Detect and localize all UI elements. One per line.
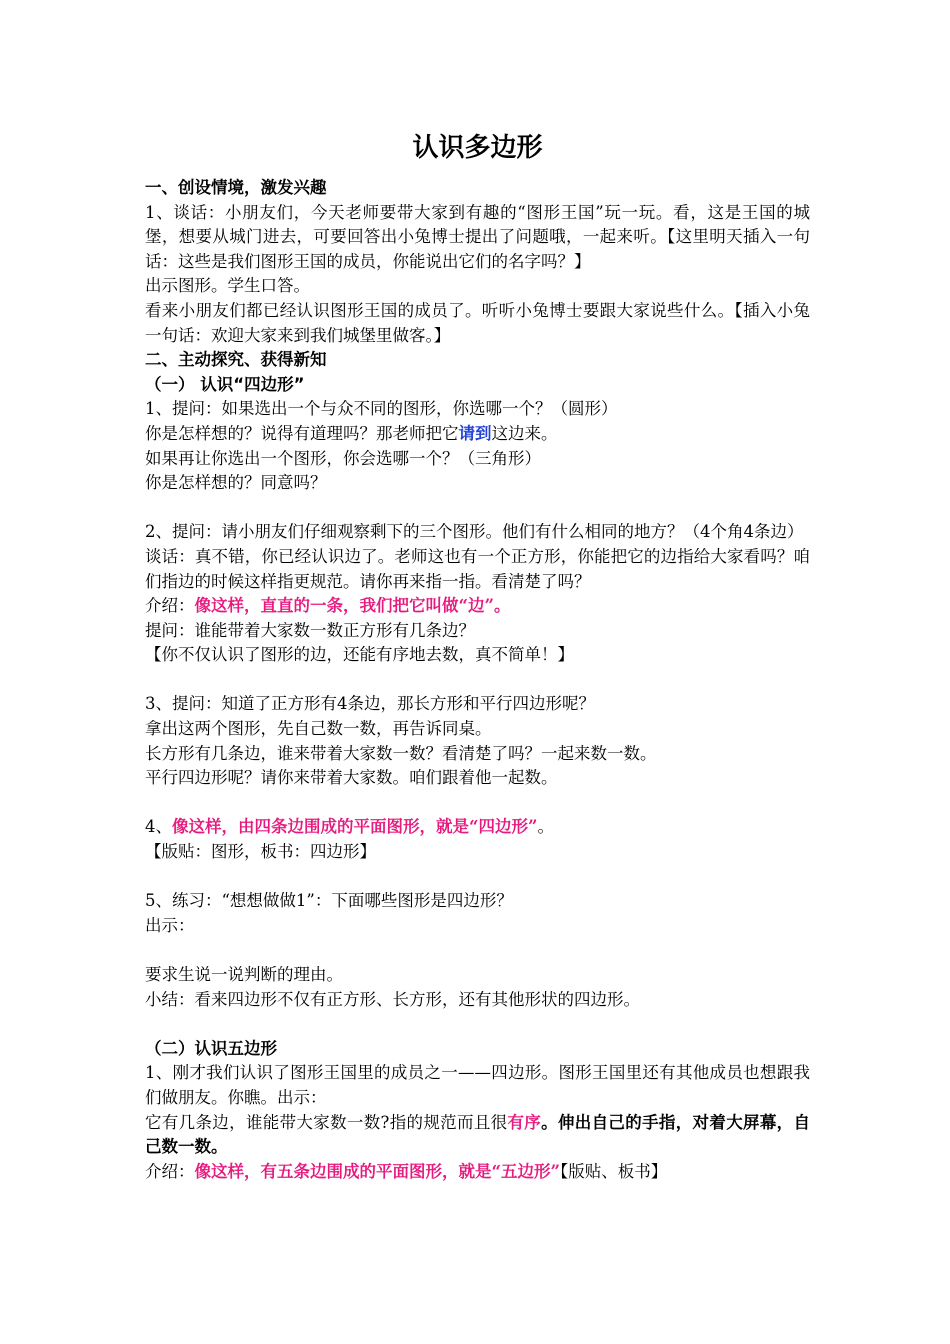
- paragraph: [145, 815, 810, 840]
- bold-text: 。伸出自己的手指，对着大屏幕，自己数一数。: [145, 1112, 811, 1157]
- paragraph: 出示图形。学生口答。: [145, 276, 310, 296]
- paragraph: 拿出这两个图形，先自己数一数，再告诉同桌。: [145, 719, 492, 739]
- document-title: 认识多边形: [412, 133, 543, 163]
- paragraph: 平行四边形呢？请你来带着大家数。咱们跟着他一起数。: [145, 768, 558, 788]
- spacer: [145, 496, 810, 521]
- text: 你是怎样想的？说得有道理吗？那老师把它: [145, 423, 459, 443]
- spacer: [145, 1012, 810, 1037]
- highlight-text: 请到: [458, 423, 492, 443]
- highlight-text: 有序: [507, 1112, 542, 1132]
- paragraph: 1、刚才我们认识了图形王国里的成员之一——四边形。图形王国里还有其他成员也想跟我们做朋友。你瞧。出示：: [145, 1063, 810, 1107]
- highlight-text: 像这样，直直的一条，我们把它叫做“边”。: [194, 596, 511, 616]
- text: 介绍：: [145, 596, 195, 616]
- text: 它有几条边，谁能带大家数一数?指的规范而且很: [145, 1112, 508, 1132]
- paragraph: 谈话：真不错，你已经认识边了。老师这也有一个正方形，你能把它的边指给大家看吗？咱们指边的时候这样指更规范。请你再来指一指。看清楚了吗？: [145, 546, 810, 591]
- paragraph: 出示：: [145, 915, 195, 935]
- paragraph: 【你不仅认识了图形的边，还能有序地去数，真不简单！】: [145, 645, 574, 665]
- paragraph: 1、谈话：小朋友们，今天老师要带大家到有趣的“图形王国”玩一玩。看，这是王国的城堡，想要从城门进去，可要回答出小兔博士提出了问题哦，一起来听。【这里明天插入一句话：这些是我们图形王国的成员，你能说出它们的名字吗？】: [145, 202, 810, 271]
- highlight-text: 像这样，由四条边围成的平面图形，就是“四边形”: [172, 817, 538, 837]
- text: 介绍：: [145, 1161, 195, 1181]
- section-heading-1: 一、创设情境，激发兴趣: [145, 178, 327, 197]
- paragraph: 3、提问：知道了正方形有4条边，那长方形和平行四边形呢？: [145, 694, 595, 714]
- paragraph: 【版贴：图形，板书：四边形】: [145, 842, 376, 862]
- spacer: [145, 668, 810, 693]
- paragraph: [145, 594, 810, 619]
- text: 【版贴、板书】: [559, 1161, 668, 1181]
- paragraph: [145, 1111, 810, 1160]
- paragraph: 看来小朋友们都已经认识图形王国的成员了。听听小兔博士要跟大家说些什么。【插入小兔一句话：欢迎大家来到我们城堡里做客。】: [145, 300, 810, 345]
- paragraph: 你是怎样想的？同意吗？: [145, 473, 327, 493]
- subsection-heading-2: （二）认识五边形: [145, 1038, 277, 1058]
- spacer: [145, 938, 810, 963]
- paragraph: 提问：谁能带着大家数一数正方形有几条边？: [145, 620, 475, 640]
- paragraph: 2、提问：请小朋友们仔细观察剩下的三个图形。他们有什么相同的地方？（4个角4条边）: [145, 522, 804, 542]
- paragraph: [145, 1160, 810, 1185]
- text: 。: [537, 817, 554, 837]
- paragraph: 要求生说一说判断的理由。: [145, 965, 343, 984]
- paragraph: 如果再让你选出一个图形，你会选哪一个？（三角形）: [145, 448, 541, 468]
- paragraph: 长方形有几条边，谁来带着大家数一数？看清楚了吗？一起来数一数。: [145, 743, 657, 763]
- paragraph: 1、提问：如果选出一个与众不同的图形，你选哪一个？（圆形）: [145, 399, 618, 419]
- text: 这边来。: [491, 423, 558, 443]
- paragraph: [145, 422, 810, 447]
- subsection-heading-1: （一） 认识“四边形”: [145, 374, 305, 394]
- section-heading-2: 二、主动探究、获得新知: [145, 350, 327, 370]
- spacer: [145, 865, 810, 890]
- text: 4、: [145, 817, 172, 837]
- document-page: [145, 128, 810, 1184]
- paragraph: 5、练习：“想想做做1”：下面哪些图形是四边形？: [145, 891, 513, 911]
- highlight-text: 像这样，有五条边围成的平面图形，就是“五边形”: [194, 1161, 560, 1181]
- spacer: [145, 791, 810, 816]
- paragraph: 小结：看来四边形不仅有正方形、长方形，还有其他形状的四边形。: [145, 989, 640, 1009]
